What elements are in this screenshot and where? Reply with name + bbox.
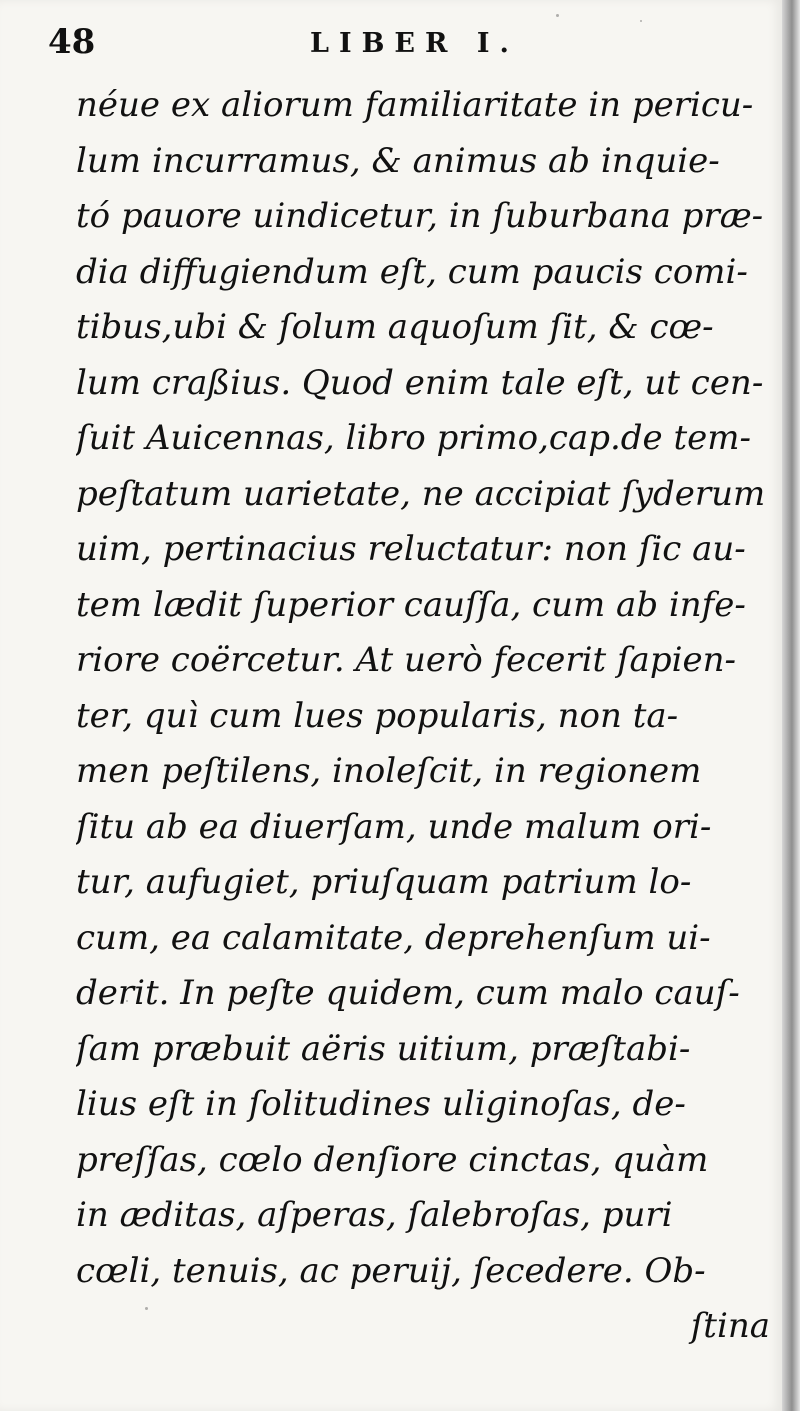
text-line: derit. In peſte quidem, cum malo cauſ-	[76, 973, 740, 1013]
text-line: dia diffugiendum eſt, cum paucis comi-	[76, 251, 748, 292]
text-line: cum, ea calamitate, deprehenſum ui-	[76, 917, 711, 958]
text-line: néue ex aliorum familiaritate in pericu-	[76, 85, 754, 125]
running-head: LIBER I.	[310, 28, 519, 59]
ink-speck	[556, 14, 559, 17]
text-line: ter, quì cum lues popularis, non ta-	[76, 695, 679, 736]
text-line: cœli, tenuis, ac peruij, ſecedere. Ob-	[76, 1250, 706, 1291]
text-line: lius eſt in ſolitudines uliginoſas, de-	[76, 1084, 686, 1124]
text-line: ſam præbuit aëris uitium, præſtabi-	[76, 1028, 691, 1069]
text-line: tó pauore uindicetur, in ſuburbana præ-	[76, 196, 764, 236]
text-line: tibus,ubi & ſolum aquoſum ſit, & cœ-	[76, 307, 714, 347]
text-line: in æditas, aſperas, ſalebroſas, puri	[76, 1195, 673, 1235]
text-line: uim, pertinacius reluctatur: non ſic au-	[76, 529, 746, 569]
page-header	[48, 22, 608, 68]
text-line: preſſas, cœlo denſiore cinctas, quàm	[76, 1139, 709, 1180]
ink-speck	[145, 1307, 148, 1310]
page-number: 48	[48, 22, 96, 62]
text-line: lum craßius. Quod enim tale eſt, ut cen-	[76, 362, 764, 403]
text-line: ſuit Auicennas, libro primo,cap.de tem-	[76, 418, 751, 458]
text-line: men peſtilens, inoleſcit, in regionem	[76, 751, 702, 791]
text-line: riore coërcetur. At uerò fecerit ſapien-	[76, 640, 736, 680]
ink-speck	[126, 1000, 128, 1002]
text-line: peſtatum uarietate, ne accipiat ſyderum	[76, 473, 766, 514]
text-line: lum incurramus, & animus ab inquie-	[76, 140, 720, 181]
body-text	[76, 78, 778, 1355]
text-line: tur, aufugiet, priuſquam patrium lo-	[76, 862, 692, 902]
page-edge	[782, 0, 800, 1411]
text-line: ſitu ab ea diuerſam, unde malum ori-	[76, 806, 712, 847]
text-line: tem lædit ſuperior cauſſa, cum ab infe-	[76, 584, 746, 625]
ink-speck	[640, 20, 642, 22]
catchword: ſtina	[690, 1306, 770, 1346]
